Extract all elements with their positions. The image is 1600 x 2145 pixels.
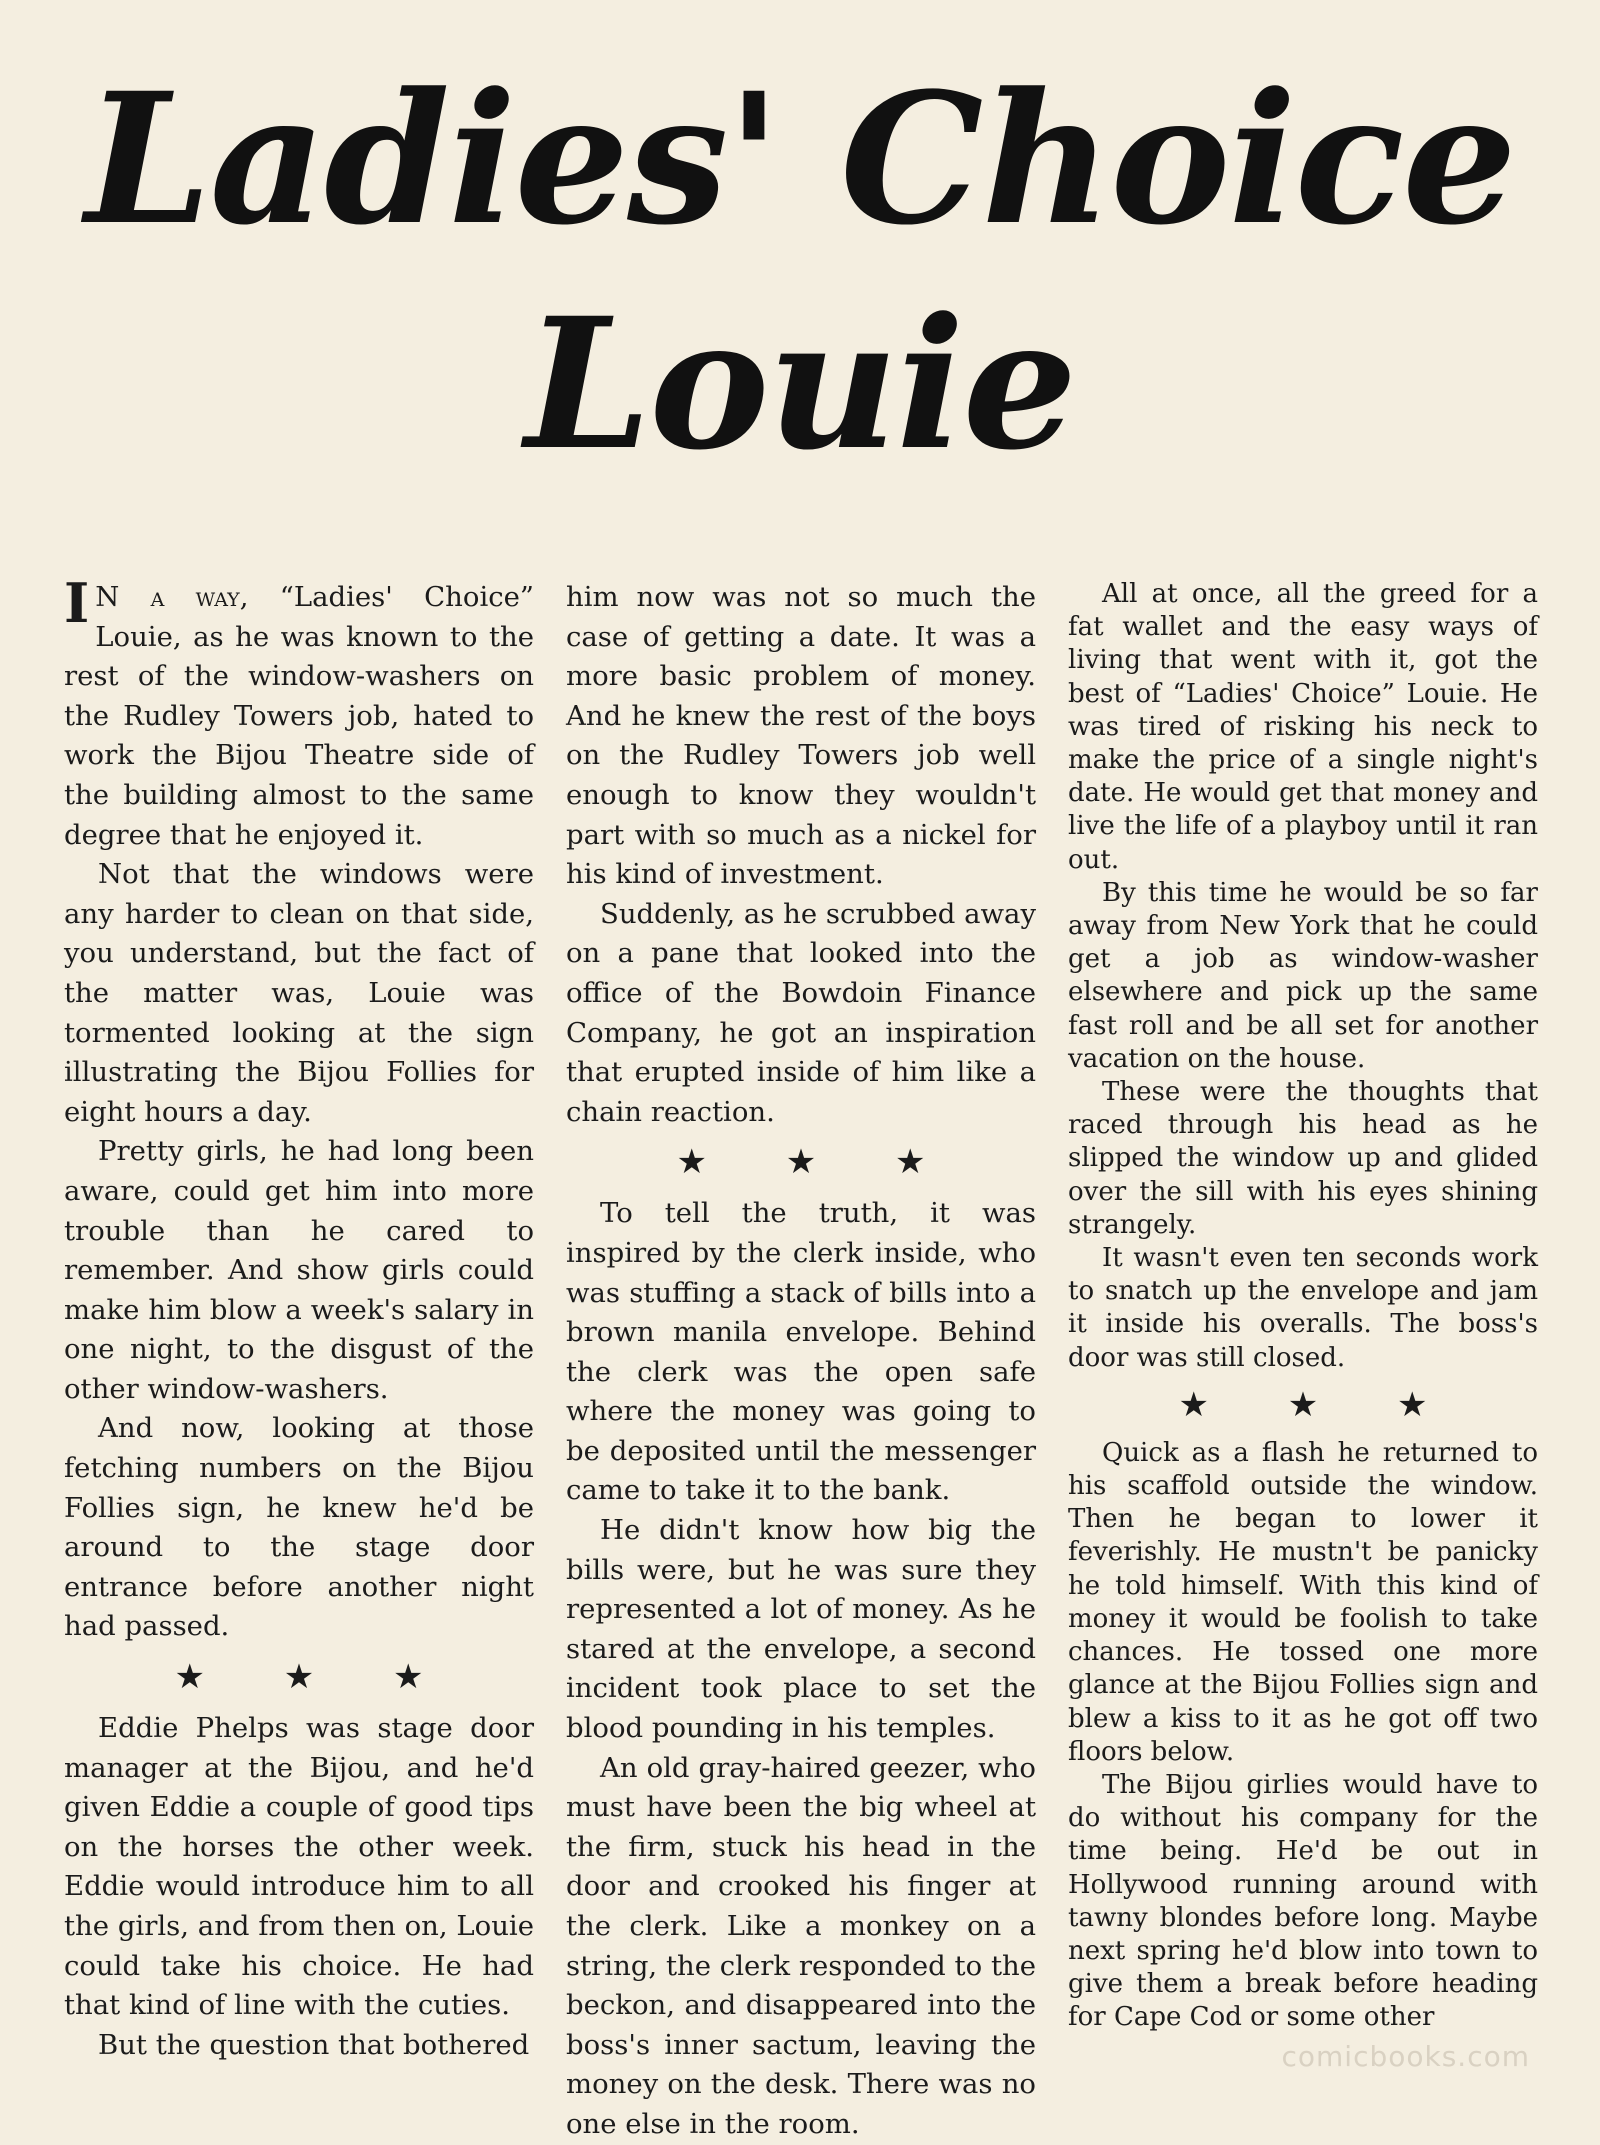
paragraph: Eddie Phelps was stage door manager at the Bijou, and he'd given Eddie a couple of good tips on the horses the other week. Eddie would introduce him to all the girls, and from then on, Louie could take his choice. He had that kind of line with the cuties. bbox=[64, 1712, 534, 2022]
section-break-stars: ★ ★ ★ bbox=[174, 1657, 458, 1698]
paragraph: Quick as a flash he returned to his scaffold outside the window. Then he began to lower it feverishly. He mustn't be panicky he told himself. With this kind of money it would be foolish to take chances. He tossed one more glance at the Bijou Follies sign and blew a kiss to it as he got off two floors below. bbox=[1068, 1437, 1538, 1767]
paragraph: It wasn't even ten seconds work to snatch up the envelope and jam it inside his overalls. The boss's door was still closed. bbox=[1068, 1243, 1538, 1373]
paragraph: An old gray-haired geezer, who must have been the big wheel at the firm, stuck his head in the door and crooked his finger at the clerk. Like a monkey on a string, the clerk responded to the beckon, and disappeared into the boss's inner sactum, leaving the money on the desk. There was no one else in the room. bbox=[566, 1751, 1036, 2140]
paragraph-text: “Ladies' Choice” Louie, as he was known to the rest of the window-washers on the Rudley Towers job, hated to work the Bijou Theatre side of the building almost to the same degree that he enjoyed it. bbox=[64, 581, 534, 851]
text-column-2 bbox=[566, 578, 1036, 2145]
paragraph: To tell the truth, it was inspired by the clerk inside, who was stuffing a stack of bills into a brown manila envelope. Behind the clerk was the open safe where the money was going to be deposited until the messenger came to take it to the bank. bbox=[566, 1197, 1036, 1507]
title-line-2: Louie bbox=[524, 279, 1076, 490]
paragraph: Suddenly, as he scrubbed away on a pane that looked into the office of the Bowdoin Finance Company, he got an inspiration that erupted inside of him like a chain reaction. bbox=[566, 897, 1036, 1128]
paragraph: These were the thoughts that raced through his head as he slipped the window up and glided over the sill with his eyes shining strangely. bbox=[1068, 1077, 1538, 1240]
paragraph: And now, looking at those fetching numbers on the Bijou Follies sign, he knew he'd be around to the stage door entrance before another night had passed. bbox=[64, 1412, 534, 1643]
text-column-1 bbox=[64, 571, 534, 2065]
paragraph: him now was not so much the case of getting a date. It was a more basic problem of money. And he knew the rest of the boys on the Rudley Towers job well enough to know they wouldn't part with so much as a nickel for his kind of investment. bbox=[566, 581, 1036, 891]
watermark: comicbooks.com bbox=[1281, 2040, 1530, 2073]
paragraph: By this time he would be so far away from New York that he could get a job as window-washer elsewhere and pick up the same fast roll and be all set for another vacation on the house. bbox=[1068, 877, 1538, 1074]
lead-in: N a way, bbox=[95, 581, 249, 613]
text-column-3 bbox=[1068, 578, 1538, 2035]
section-break-stars: ★ ★ ★ bbox=[676, 1142, 960, 1183]
paragraph: The Bijou girlies would have to do without his company for the time being. He'd be out in Hollywood running around with tawny blondes before long. Maybe next spring he'd blow into town to give them a break before heading for Cape Cod or some other bbox=[1068, 1769, 1538, 2033]
paragraph: He didn't know how big the bills were, but he was sure they represented a lot of money. As he stared at the envelope, a second incident took place to set the blood pounding in his temples. bbox=[566, 1514, 1036, 1745]
paragraph: Not that the windows were any harder to clean on that side, you understand, but the fact of the matter was, Louie was tormented looking at the sign illustrating the Bijou Follies for eight hours a day. bbox=[64, 858, 534, 1128]
paragraph: Pretty girls, he had long been aware, could get him into more trouble than he cared to remember. And show girls could make him blow a week's salary in one night, to the disgust of the other window-washers. bbox=[64, 1135, 534, 1405]
drop-cap: I bbox=[64, 571, 90, 635]
title-line-1: Ladies' Choice bbox=[85, 54, 1515, 265]
paragraph: All at once, all the greed for a fat wallet and the easy ways of living that went with it, got the best of “Ladies' Choice” Louie. He was tired of risking his neck to make the price of a single night's date. He would get that money and live the life of a playboy until it ran out. bbox=[1068, 579, 1538, 875]
paragraph bbox=[64, 571, 534, 855]
section-break-stars: ★ ★ ★ bbox=[1178, 1384, 1462, 1425]
paragraph: But the question that bothered bbox=[98, 2028, 530, 2061]
